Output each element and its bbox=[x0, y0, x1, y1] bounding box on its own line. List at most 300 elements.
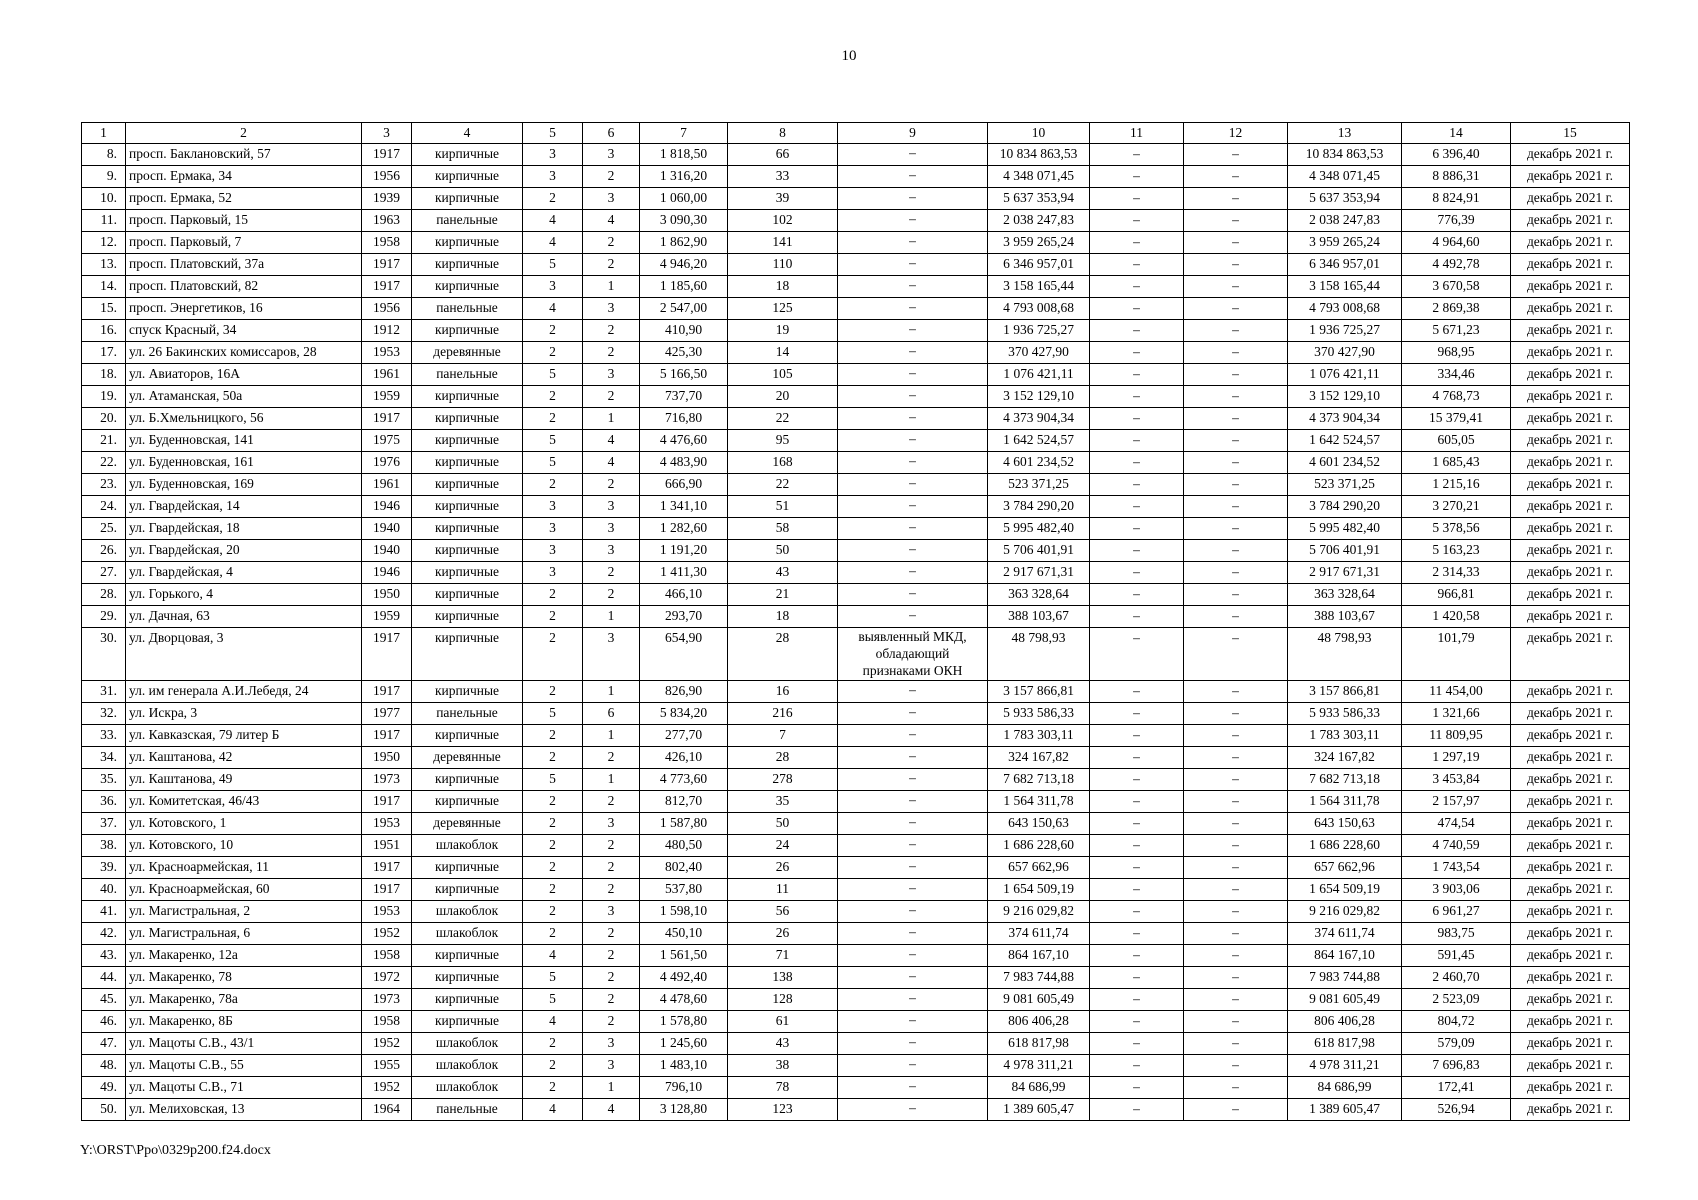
table-cell: – bbox=[838, 408, 988, 430]
table-cell: 983,75 bbox=[1402, 923, 1511, 945]
table-cell: – bbox=[1184, 923, 1288, 945]
table-cell: – bbox=[1184, 298, 1288, 320]
table-cell: кирпичные bbox=[412, 967, 523, 989]
table-row bbox=[82, 210, 1630, 232]
table-cell: 61 bbox=[728, 1011, 838, 1033]
table-cell: 18. bbox=[82, 364, 126, 386]
table-cell: 29. bbox=[82, 606, 126, 628]
table-cell: 2 038 247,83 bbox=[988, 210, 1090, 232]
table-cell: 2 917 671,31 bbox=[988, 562, 1090, 584]
table-cell: 966,81 bbox=[1402, 584, 1511, 606]
table-cell: 4 bbox=[523, 945, 583, 967]
table-row bbox=[82, 1011, 1630, 1033]
table-cell: ул. Буденновская, 161 bbox=[126, 452, 362, 474]
table-row bbox=[82, 144, 1630, 166]
table-cell: 2 bbox=[523, 584, 583, 606]
table-cell: 370 427,90 bbox=[988, 342, 1090, 364]
table-cell: 14 bbox=[728, 342, 838, 364]
table-cell: 5 637 353,94 bbox=[988, 188, 1090, 210]
table-cell: 36. bbox=[82, 791, 126, 813]
table-cell: – bbox=[1090, 298, 1184, 320]
table-row bbox=[82, 408, 1630, 430]
table-cell: – bbox=[838, 562, 988, 584]
table-cell: 141 bbox=[728, 232, 838, 254]
table-cell: – bbox=[1090, 628, 1184, 681]
table-row bbox=[82, 879, 1630, 901]
table-cell: шлакоблок bbox=[412, 1077, 523, 1099]
table-cell: – bbox=[838, 364, 988, 386]
table-body bbox=[82, 123, 1630, 1121]
table-cell: – bbox=[1184, 540, 1288, 562]
table-cell: – bbox=[1184, 364, 1288, 386]
table-cell: ул. Гвардейская, 18 bbox=[126, 518, 362, 540]
table-cell: 5 166,50 bbox=[640, 364, 728, 386]
table-cell: 16 bbox=[728, 681, 838, 703]
table-cell: 3 903,06 bbox=[1402, 879, 1511, 901]
table-cell: – bbox=[1184, 703, 1288, 725]
table-cell: 5 706 401,91 bbox=[988, 540, 1090, 562]
column-number-header: 4 bbox=[412, 123, 523, 144]
table-cell: ул. Кавказская, 79 литер Б bbox=[126, 725, 362, 747]
table-cell: 1 bbox=[583, 276, 640, 298]
table-cell: 1 654 509,19 bbox=[988, 879, 1090, 901]
table-row bbox=[82, 364, 1630, 386]
table-cell: – bbox=[838, 725, 988, 747]
table-cell: 1959 bbox=[362, 386, 412, 408]
table-cell: 14. bbox=[82, 276, 126, 298]
table-cell: – bbox=[1090, 584, 1184, 606]
table-cell: 2 869,38 bbox=[1402, 298, 1511, 320]
table-cell: 643 150,63 bbox=[988, 813, 1090, 835]
table-cell: 2 bbox=[583, 342, 640, 364]
table-cell: – bbox=[838, 813, 988, 835]
table-cell: – bbox=[838, 703, 988, 725]
table-cell: 2 bbox=[583, 386, 640, 408]
table-cell: панельные bbox=[412, 703, 523, 725]
table-cell: 5 bbox=[523, 769, 583, 791]
table-cell: декабрь 2021 г. bbox=[1511, 496, 1630, 518]
table-cell: 5 163,23 bbox=[1402, 540, 1511, 562]
table-cell: 1 282,60 bbox=[640, 518, 728, 540]
table-cell: 4 793 008,68 bbox=[988, 298, 1090, 320]
table-cell: – bbox=[838, 166, 988, 188]
table-cell: 1961 bbox=[362, 474, 412, 496]
table-cell: ул. Мелиховская, 13 bbox=[126, 1099, 362, 1121]
table-cell: 1951 bbox=[362, 835, 412, 857]
table-cell: спуск Красный, 34 bbox=[126, 320, 362, 342]
table-cell: 2 bbox=[523, 628, 583, 681]
table-cell: декабрь 2021 г. bbox=[1511, 857, 1630, 879]
table-cell: – bbox=[1090, 681, 1184, 703]
table-cell: 33. bbox=[82, 725, 126, 747]
table-cell: – bbox=[1184, 1033, 1288, 1055]
table-cell: 2 bbox=[523, 901, 583, 923]
table-cell: 2 038 247,83 bbox=[1288, 210, 1402, 232]
table-cell: – bbox=[1090, 769, 1184, 791]
table-cell: – bbox=[838, 835, 988, 857]
table-row bbox=[82, 430, 1630, 452]
table-cell: 526,94 bbox=[1402, 1099, 1511, 1121]
table-cell: ул. Искра, 3 bbox=[126, 703, 362, 725]
table-cell: декабрь 2021 г. bbox=[1511, 879, 1630, 901]
table-row bbox=[82, 606, 1630, 628]
table-cell: 1 862,90 bbox=[640, 232, 728, 254]
table-cell: ул. Гвардейская, 20 bbox=[126, 540, 362, 562]
table-row bbox=[82, 298, 1630, 320]
table-cell: 35. bbox=[82, 769, 126, 791]
table-cell: декабрь 2021 г. bbox=[1511, 989, 1630, 1011]
table-cell: 2 bbox=[523, 188, 583, 210]
table-cell: 2 bbox=[583, 967, 640, 989]
table-cell: 5 bbox=[523, 967, 583, 989]
table-cell: 3 bbox=[523, 276, 583, 298]
table-cell: – bbox=[1184, 188, 1288, 210]
table-cell: 50 bbox=[728, 540, 838, 562]
table-cell: 410,90 bbox=[640, 320, 728, 342]
table-cell: – bbox=[1090, 518, 1184, 540]
table-cell: 21. bbox=[82, 430, 126, 452]
table-cell: ул. Буденновская, 141 bbox=[126, 430, 362, 452]
table-cell: 1956 bbox=[362, 166, 412, 188]
table-row bbox=[82, 835, 1630, 857]
table-cell: – bbox=[838, 857, 988, 879]
table-cell: 3 bbox=[583, 188, 640, 210]
table-cell: 4 601 234,52 bbox=[1288, 452, 1402, 474]
table-cell: декабрь 2021 г. bbox=[1511, 1033, 1630, 1055]
table-cell: – bbox=[838, 276, 988, 298]
table-cell: – bbox=[1090, 496, 1184, 518]
table-cell: – bbox=[1184, 681, 1288, 703]
table-cell: 1964 bbox=[362, 1099, 412, 1121]
table-cell: 11. bbox=[82, 210, 126, 232]
table-cell: 11 809,95 bbox=[1402, 725, 1511, 747]
table-cell: 4 bbox=[583, 452, 640, 474]
table-cell: 42. bbox=[82, 923, 126, 945]
table-cell: 796,10 bbox=[640, 1077, 728, 1099]
table-cell: 172,41 bbox=[1402, 1077, 1511, 1099]
table-cell: 806 406,28 bbox=[988, 1011, 1090, 1033]
table-cell: – bbox=[838, 518, 988, 540]
table-cell: декабрь 2021 г. bbox=[1511, 364, 1630, 386]
table-cell: 6 346 957,01 bbox=[1288, 254, 1402, 276]
table-cell: 38. bbox=[82, 835, 126, 857]
table-cell: – bbox=[1090, 813, 1184, 835]
column-number-header: 9 bbox=[838, 123, 988, 144]
table-cell: 3 670,58 bbox=[1402, 276, 1511, 298]
table-row bbox=[82, 562, 1630, 584]
table-cell: 2 bbox=[523, 342, 583, 364]
column-number-header: 1 bbox=[82, 123, 126, 144]
table-cell: декабрь 2021 г. bbox=[1511, 474, 1630, 496]
table-cell: декабрь 2021 г. bbox=[1511, 945, 1630, 967]
table-cell: ул. Каштанова, 49 bbox=[126, 769, 362, 791]
table-cell: 48 798,93 bbox=[988, 628, 1090, 681]
table-cell: 3 959 265,24 bbox=[1288, 232, 1402, 254]
table-cell: ул. Мацоты С.В., 55 bbox=[126, 1055, 362, 1077]
table-cell: 4 348 071,45 bbox=[1288, 166, 1402, 188]
table-cell: 3 bbox=[523, 496, 583, 518]
table-cell: ул. Горького, 4 bbox=[126, 584, 362, 606]
table-cell: декабрь 2021 г. bbox=[1511, 232, 1630, 254]
table-cell: 2 523,09 bbox=[1402, 989, 1511, 1011]
table-cell: 216 bbox=[728, 703, 838, 725]
table-cell: 2 bbox=[523, 408, 583, 430]
table-cell: 2 bbox=[523, 725, 583, 747]
table-cell: 47. bbox=[82, 1033, 126, 1055]
table-cell: 654,90 bbox=[640, 628, 728, 681]
table-cell: декабрь 2021 г. bbox=[1511, 254, 1630, 276]
table-cell: кирпичные bbox=[412, 518, 523, 540]
table-row bbox=[82, 923, 1630, 945]
table-cell: кирпичные bbox=[412, 408, 523, 430]
table-cell: 1953 bbox=[362, 901, 412, 923]
table-cell: – bbox=[1090, 1099, 1184, 1121]
table-cell: 1 076 421,11 bbox=[1288, 364, 1402, 386]
table-cell: 1952 bbox=[362, 923, 412, 945]
table-cell: 643 150,63 bbox=[1288, 813, 1402, 835]
table-cell: кирпичные bbox=[412, 386, 523, 408]
table-cell: 812,70 bbox=[640, 791, 728, 813]
table-cell: 1 936 725,27 bbox=[988, 320, 1090, 342]
table-cell: 1956 bbox=[362, 298, 412, 320]
table-cell: – bbox=[1184, 967, 1288, 989]
table-cell: 3 bbox=[523, 518, 583, 540]
table-cell: 657 662,96 bbox=[1288, 857, 1402, 879]
table-cell: декабрь 2021 г. bbox=[1511, 967, 1630, 989]
table-cell: 1 297,19 bbox=[1402, 747, 1511, 769]
table-cell: кирпичные bbox=[412, 1011, 523, 1033]
table-cell: 6 396,40 bbox=[1402, 144, 1511, 166]
table-cell: – bbox=[838, 901, 988, 923]
table-cell: панельные bbox=[412, 364, 523, 386]
table-cell: 4 bbox=[523, 1011, 583, 1033]
table-cell: 24. bbox=[82, 496, 126, 518]
table-cell: – bbox=[1184, 386, 1288, 408]
table-cell: – bbox=[1090, 945, 1184, 967]
table-cell: 1946 bbox=[362, 562, 412, 584]
table-cell: 5 bbox=[523, 703, 583, 725]
table-cell: 2 bbox=[523, 474, 583, 496]
table-cell: 4 bbox=[523, 232, 583, 254]
table-cell: – bbox=[838, 1011, 988, 1033]
table-cell: 388 103,67 bbox=[1288, 606, 1402, 628]
table-cell: – bbox=[1184, 747, 1288, 769]
table-cell: 5 bbox=[523, 430, 583, 452]
table-cell: 3 bbox=[583, 144, 640, 166]
table-cell: 7 bbox=[728, 725, 838, 747]
table-cell: 9. bbox=[82, 166, 126, 188]
table-cell: 22. bbox=[82, 452, 126, 474]
table-row bbox=[82, 166, 1630, 188]
table-cell: 1973 bbox=[362, 989, 412, 1011]
table-cell: – bbox=[838, 769, 988, 791]
table-cell: – bbox=[1090, 606, 1184, 628]
table-cell: декабрь 2021 г. bbox=[1511, 628, 1630, 681]
table-cell: 23. bbox=[82, 474, 126, 496]
table-cell: 3 157 866,81 bbox=[1288, 681, 1402, 703]
table-cell: 2 bbox=[523, 320, 583, 342]
table-cell: 34. bbox=[82, 747, 126, 769]
table-cell: 370 427,90 bbox=[1288, 342, 1402, 364]
table-cell: 618 817,98 bbox=[988, 1033, 1090, 1055]
table-cell: 1946 bbox=[362, 496, 412, 518]
table-cell: – bbox=[1090, 703, 1184, 725]
table-cell: 374 611,74 bbox=[988, 923, 1090, 945]
table-cell: 5 bbox=[523, 364, 583, 386]
table-cell: ул. Комитетская, 46/43 bbox=[126, 791, 362, 813]
column-number-header: 8 bbox=[728, 123, 838, 144]
table-cell: кирпичные bbox=[412, 562, 523, 584]
table-cell: – bbox=[1090, 276, 1184, 298]
table-cell: – bbox=[1184, 320, 1288, 342]
table-cell: 26. bbox=[82, 540, 126, 562]
table-cell: 1 686 228,60 bbox=[1288, 835, 1402, 857]
table-cell: – bbox=[838, 1033, 988, 1055]
column-number-header: 13 bbox=[1288, 123, 1402, 144]
table-cell: 19. bbox=[82, 386, 126, 408]
table-cell: 3 bbox=[583, 813, 640, 835]
table-cell: 6 346 957,01 bbox=[988, 254, 1090, 276]
table-cell: 1 215,16 bbox=[1402, 474, 1511, 496]
table-cell: 1 185,60 bbox=[640, 276, 728, 298]
table-cell: ул. Атаманская, 50а bbox=[126, 386, 362, 408]
table-cell: 43. bbox=[82, 945, 126, 967]
table-cell: просп. Парковый, 7 bbox=[126, 232, 362, 254]
table-cell: 44. bbox=[82, 967, 126, 989]
table-cell: – bbox=[838, 474, 988, 496]
table-cell: – bbox=[1090, 144, 1184, 166]
table-cell: 2 bbox=[583, 945, 640, 967]
table-cell: 28 bbox=[728, 747, 838, 769]
table-row bbox=[82, 628, 1630, 681]
table-cell: 9 216 029,82 bbox=[1288, 901, 1402, 923]
table-cell: 2 bbox=[523, 386, 583, 408]
table-cell: – bbox=[838, 232, 988, 254]
table-cell: – bbox=[1184, 408, 1288, 430]
table-cell: шлакоблок bbox=[412, 1033, 523, 1055]
table-cell: ул. Макаренко, 78 bbox=[126, 967, 362, 989]
table-cell: – bbox=[1184, 166, 1288, 188]
table-cell: декабрь 2021 г. bbox=[1511, 144, 1630, 166]
table-cell: 4 bbox=[523, 1099, 583, 1121]
table-cell: выявленный МКД, обладающий признаками ОКН bbox=[838, 628, 988, 681]
table-cell: декабрь 2021 г. bbox=[1511, 901, 1630, 923]
table-cell: 30. bbox=[82, 628, 126, 681]
table-cell: 2 bbox=[583, 879, 640, 901]
table-cell: 1917 bbox=[362, 879, 412, 901]
table-cell: кирпичные bbox=[412, 166, 523, 188]
table-cell: декабрь 2021 г. bbox=[1511, 769, 1630, 791]
table-cell: декабрь 2021 г. bbox=[1511, 1077, 1630, 1099]
table-cell: декабрь 2021 г. bbox=[1511, 1099, 1630, 1121]
table-cell: – bbox=[1090, 210, 1184, 232]
table-cell: 2 bbox=[583, 474, 640, 496]
table-cell: 2 bbox=[523, 1033, 583, 1055]
table-cell: 1 818,50 bbox=[640, 144, 728, 166]
table-cell: – bbox=[838, 452, 988, 474]
table-cell: 4 601 234,52 bbox=[988, 452, 1090, 474]
table-cell: 1 321,66 bbox=[1402, 703, 1511, 725]
table-cell: – bbox=[1184, 901, 1288, 923]
table-cell: просп. Ермака, 34 bbox=[126, 166, 362, 188]
table-cell: – bbox=[838, 945, 988, 967]
table-cell: 2 bbox=[523, 1055, 583, 1077]
table-cell: декабрь 2021 г. bbox=[1511, 386, 1630, 408]
table-cell: – bbox=[838, 210, 988, 232]
table-cell: декабрь 2021 г. bbox=[1511, 298, 1630, 320]
table-cell: 46. bbox=[82, 1011, 126, 1033]
table-cell: 51 bbox=[728, 496, 838, 518]
table-cell: – bbox=[838, 540, 988, 562]
table-cell: 4 773,60 bbox=[640, 769, 728, 791]
table-cell: ул. Гвардейская, 4 bbox=[126, 562, 362, 584]
table-cell: – bbox=[1184, 562, 1288, 584]
table-cell: кирпичные bbox=[412, 430, 523, 452]
table-cell: – bbox=[1090, 835, 1184, 857]
table-cell: – bbox=[838, 584, 988, 606]
table-cell: 20. bbox=[82, 408, 126, 430]
table-cell: 22 bbox=[728, 408, 838, 430]
table-cell: 2 bbox=[583, 232, 640, 254]
table-cell: шлакоблок bbox=[412, 923, 523, 945]
table-cell: 5 995 482,40 bbox=[988, 518, 1090, 540]
table-cell: – bbox=[1090, 1077, 1184, 1099]
table-cell: – bbox=[1184, 210, 1288, 232]
table-cell: 3 158 165,44 bbox=[1288, 276, 1402, 298]
table-cell: – bbox=[1184, 276, 1288, 298]
table-cell: деревянные bbox=[412, 813, 523, 835]
table-cell: – bbox=[1184, 1011, 1288, 1033]
table-row bbox=[82, 540, 1630, 562]
table-cell: 864 167,10 bbox=[988, 945, 1090, 967]
table-cell: 19 bbox=[728, 320, 838, 342]
table-cell: – bbox=[1184, 769, 1288, 791]
table-cell: 4 483,90 bbox=[640, 452, 728, 474]
table-cell: кирпичные bbox=[412, 989, 523, 1011]
table-cell: 39. bbox=[82, 857, 126, 879]
table-cell: 2 bbox=[523, 835, 583, 857]
table-cell: – bbox=[1184, 232, 1288, 254]
table-cell: – bbox=[1090, 791, 1184, 813]
table-cell: 7 983 744,88 bbox=[1288, 967, 1402, 989]
table-cell: – bbox=[1090, 166, 1184, 188]
table-cell: – bbox=[838, 681, 988, 703]
table-cell: деревянные bbox=[412, 342, 523, 364]
table-cell: 4 740,59 bbox=[1402, 835, 1511, 857]
table-cell: 37. bbox=[82, 813, 126, 835]
table-cell: 12. bbox=[82, 232, 126, 254]
table-cell: – bbox=[1184, 606, 1288, 628]
table-cell: 1972 bbox=[362, 967, 412, 989]
table-cell: 3 bbox=[523, 540, 583, 562]
table-cell: 2 bbox=[523, 1077, 583, 1099]
table-cell: 618 817,98 bbox=[1288, 1033, 1402, 1055]
table-cell: декабрь 2021 г. bbox=[1511, 562, 1630, 584]
table-cell: 3 158 165,44 bbox=[988, 276, 1090, 298]
column-number-header: 3 bbox=[362, 123, 412, 144]
table-cell: декабрь 2021 г. bbox=[1511, 791, 1630, 813]
table-row bbox=[82, 342, 1630, 364]
table-cell: 4 348 071,45 bbox=[988, 166, 1090, 188]
table-cell: – bbox=[1090, 386, 1184, 408]
table-cell: 826,90 bbox=[640, 681, 728, 703]
table-cell: 18 bbox=[728, 606, 838, 628]
table-cell: 537,80 bbox=[640, 879, 728, 901]
table-cell: – bbox=[1090, 923, 1184, 945]
table-cell: декабрь 2021 г. bbox=[1511, 681, 1630, 703]
table-cell: 5 637 353,94 bbox=[1288, 188, 1402, 210]
table-cell: кирпичные bbox=[412, 452, 523, 474]
